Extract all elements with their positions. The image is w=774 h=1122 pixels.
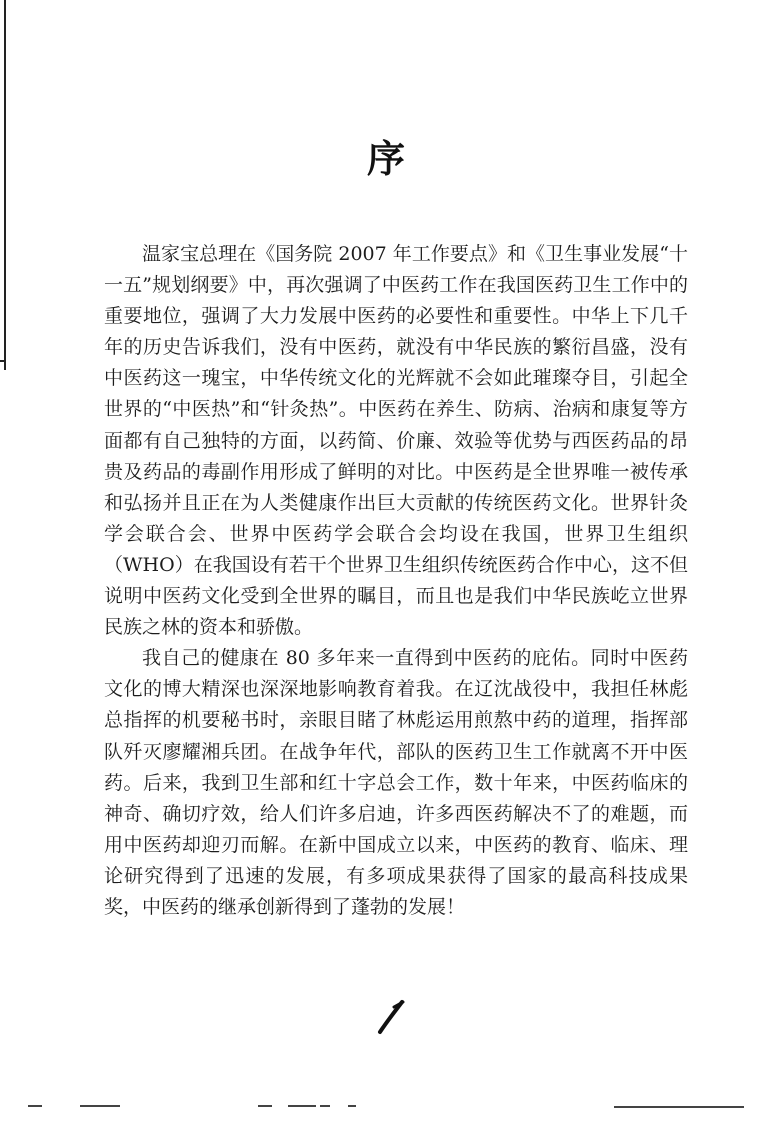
footer-mark bbox=[614, 1106, 744, 1108]
paragraph-1: 温家宝总理在《国务院 2007 年工作要点》和《卫生事业发展“十一五”规划纲要》中，再次强调了中医药工作在我国医药卫生工作中的重要地位，强调了大力发展中医药的必要性和重要性。中华上下几千年的历史告诉我们，没有中医药，就没有中华民族的繁衍昌盛，没有中医药这一瑰宝，中华传统文化的光辉就不会如此璀璨夺目，引起全世界的“中医热”和“针灸热”。中医药在养生、防病、治病和康复等方面都有自己独特的方面，以药简、价廉、效验等优势与西医药品的昂贵及药品的毒副作用形成了鲜明的对比。中医药是全世界唯一被传承和弘扬并且正在为人类健康作出巨大贡献的传统医药文化。世界针灸学会联合会、世界中医药学会联合会均设在我国，世界卫生组织（WHO）在我国设有若干个世界卫生组织传统医药合作中心，这不但说明中医药文化受到全世界的瞩目，而且也是我们中华民族屹立世界民族之林的资本和骄傲。 bbox=[104, 243, 688, 639]
footer-mark bbox=[80, 1105, 120, 1107]
footer-mark bbox=[258, 1105, 272, 1107]
margin-tick bbox=[0, 360, 6, 362]
footer-mark bbox=[320, 1105, 330, 1107]
footer-mark bbox=[288, 1105, 316, 1107]
margin-rule bbox=[4, 0, 6, 370]
footer-mark bbox=[348, 1105, 356, 1107]
page-title: 序 bbox=[366, 136, 407, 181]
footer-mark bbox=[28, 1105, 42, 1107]
body-text bbox=[104, 239, 688, 923]
paragraph-2: 我自己的健康在 80 多年来一直得到中医药的庇佑。同时中医药文化的博大精深也深深地影响教育着我。在辽沈战役中，我担任林彪总指挥的机要秘书时，亲眼目睹了林彪运用煎熬中药的道理，指挥部队歼灭廖耀湘兵团。在战争年代，部队的医药卫生工作就离不开中医药。后来，我到卫生部和红十字总会工作，数十年来，中医药临床的神奇、确切疗效，给人们许多启迪，许多西医药解决不了的难题，而用中医药却迎刃而解。在新中国成立以来，中医药的教育、临床、理论研究得到了迅速的发展，有多项成果获得了国家的最高科技成果奖，中医药的继承创新得到了蓬勃的发展！ bbox=[104, 647, 688, 918]
page-number-handwritten bbox=[372, 998, 412, 1038]
